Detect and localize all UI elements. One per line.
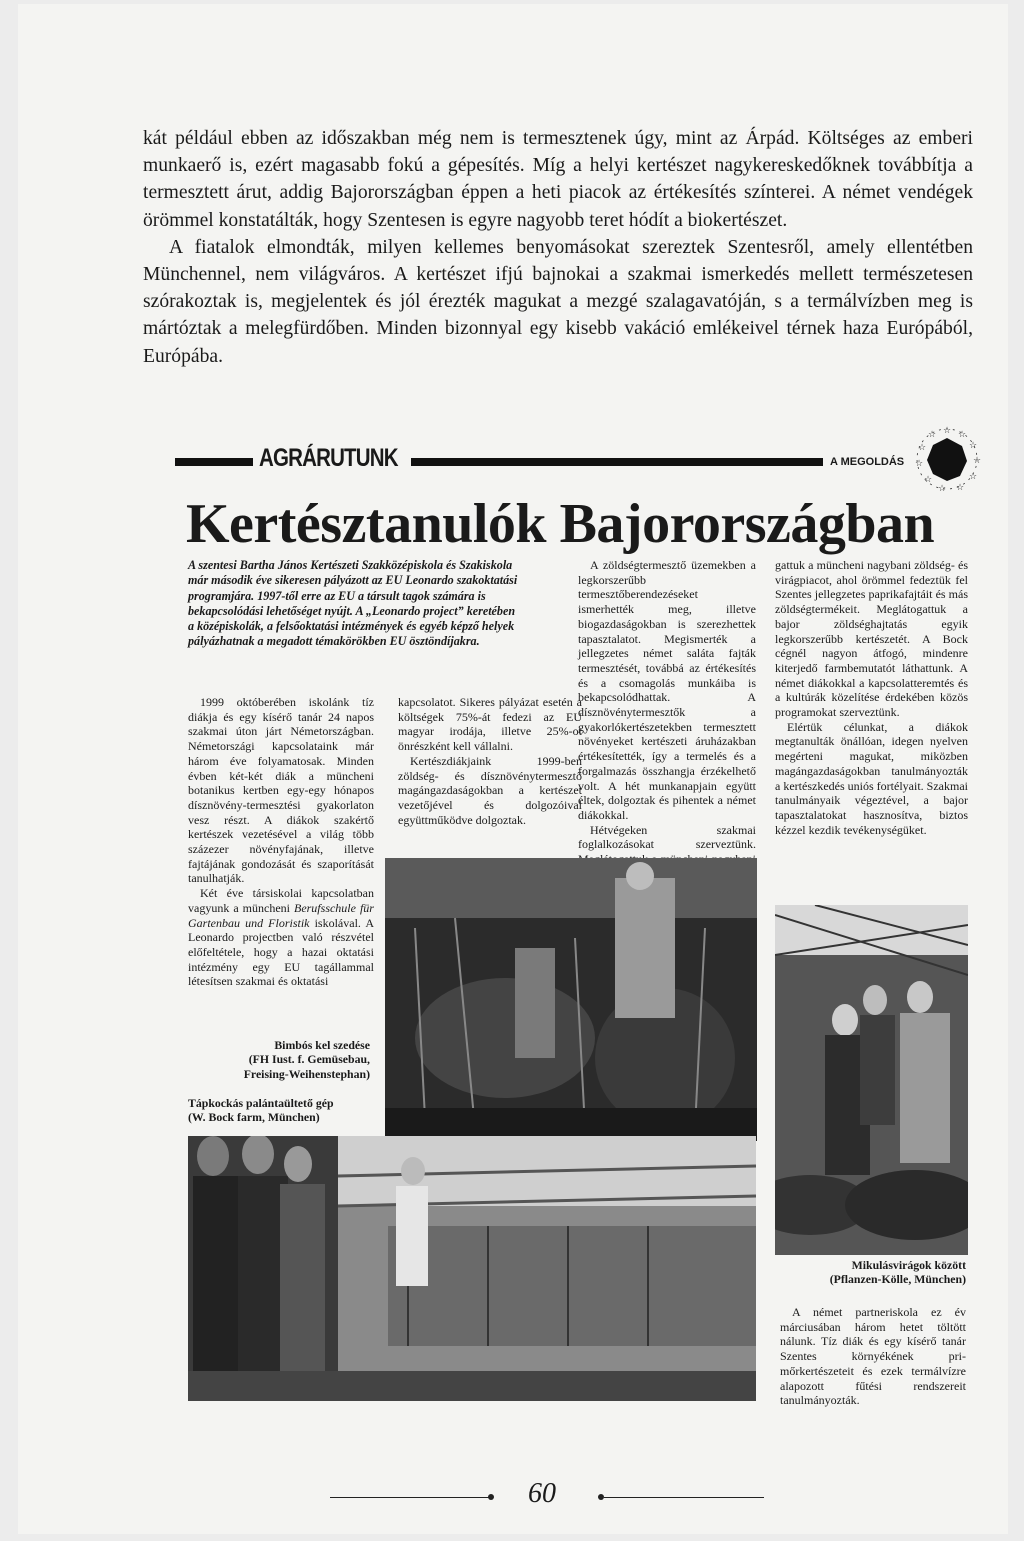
rubric-bar-left xyxy=(175,458,253,466)
svg-text:☆: ☆ xyxy=(958,430,967,440)
footer-rule-right xyxy=(604,1497,764,1498)
svg-text:☆: ☆ xyxy=(943,426,952,436)
svg-text:☆: ☆ xyxy=(915,459,924,469)
caption-poinsettias xyxy=(780,1258,966,1287)
page-number: 60 xyxy=(528,1478,556,1509)
photo-sprouts-harvest xyxy=(385,858,757,1141)
col3-paragraph-1: A zöldségtermesztő üzemekben a legkorszerűbb termesztőberendezéseket ismerhették meg, illetve biogazdaságokban is szerezhettek tapasztalatot. Megismerték a jellegzetes német saláta fajták termesztését, továbbá az értékesítés és a csomagolás munkáiba is bekapcsolódhattak. A dísznövénytermesztők a gyakorlókertészetekben termesztett növényeket kertészeti áruházakban értékesítették, így a termelés és a forgalmazás összhangja érzékelhető volt. A hét munkanapjain együtt éltek, dolgoztak és pihentek a német diákokkal. xyxy=(578,558,756,822)
photo-poinsettias xyxy=(775,905,968,1255)
rubric-name: AGRÁRUTUNK xyxy=(259,444,398,472)
school-name: Berufsschule für Gartenbau und Floristik xyxy=(188,900,374,930)
rubric-sub: A MEGOLDÁS xyxy=(830,456,905,468)
caption-sprouts-line-3: Freising-Weihenstephan) xyxy=(243,1066,370,1081)
col4-paragraph-1: gattuk a müncheni nagybani zöldség- és virágpiacot, ahol örömmel fedeztük fel Szentes jellegzetes paprikafajtáit és más zöldségtermékeit. Meglátogattuk a bajor zöldséghajtatás egyik legkorszerűbb kertészetét. A Bock cégnél nagyon átfogó, mindenre kiterjedő farmbemutatót láthattunk. A német diákokkal a kapcsolatteremtés és a kultúrák közelítése érdekében közös programokat szerveztünk. xyxy=(775,558,968,720)
svg-text:☆: ☆ xyxy=(956,483,965,493)
col5-paragraph-1: A német partneriskola ez év márciusában három hetet töltött nálunk. Tíz diák és egy kísérő tanár Szentes környékének pri-mőrkertészeteit és ezek termálvízre alapozott fűtési rendszereit tanulmányozták. xyxy=(780,1305,966,1408)
svg-text:☆: ☆ xyxy=(969,472,978,482)
lead-text: A szentesi Bartha János Kertészeti Szakközépiskola és Szakiskola már második éve sikeresen pályázott az EU Leonardo szakoktatási programjára. 1997-től erre az EU a társult tagok számára is bekapcsolódási lehetőséget nyújt. A „Leonardo project” keretében a középiskolák, a felsőoktatási intézmények és egyéb képző helyek pályázhatnak a megadott témakörökben EU ösztöndíjakra. xyxy=(188,558,518,649)
col1-paragraph-2 xyxy=(188,886,374,989)
footer-rule-left xyxy=(330,1497,490,1498)
body-column-1 xyxy=(188,695,374,989)
caption-poinsettias-line-2: (Pflanzen-Kölle, München) xyxy=(829,1272,966,1287)
article-headline: Kertésztanulók Bajorországban xyxy=(186,493,935,555)
section-rubric xyxy=(175,444,910,480)
col2-paragraph-2: Kertészdiákjaink 1999-ben zöldség- és dísznövénytermesztő magángazdaságokban a kertészet vezetőjével és dolgozóival együttműködve dolgoztak. xyxy=(398,753,582,827)
col1-p2-start: Két éve társiskolai kapcsolatban vagyunk a müncheni xyxy=(188,886,374,915)
col1-paragraph-1: 1999 októberében iskolánk tíz diákja és egy kísérő tanár 24 napos szakmai úton járt Németországban. Németországi kapcsolataink már három éve folyamatosak. Minden évben két-két diák a müncheni botanikus kertben egy-egy hónapos dísznövény-termesztési gyakorlaton vesz részt. A diákok szakértő kertészek vezetésével a világ több százezer növényfajának, illetve fajtájának gondozását és szaporítását tanulhatják. xyxy=(188,695,374,886)
caption-poinsettias-line-1: Mikulásvirágok között xyxy=(851,1258,966,1272)
col1-p2-end: iskolával. A Leonardo projectben való részvétel előfeltétele, hogy a hazai oktatási intézmény egy EU tagállammal létesítsen szakmai és oktatási xyxy=(188,915,374,989)
intro-paragraph-1: kát például ebben az időszakban még nem is termesztenek úgy, mint az Árpád. Költséges az emberi munkaerő is, ezért magasabb fokú a gépesítés. Míg a helyi kertészet nagykereskedőknek továbbítja a termesztett árut, addig Bajorországban éppen a heti piacok az értékesítés színterei. A német vendégek örömmel konstatálták, hogy Szentesen is egyre nagyobb teret hódít a biokertészet. xyxy=(143,128,973,231)
col2-paragraph-1: kapcsolatot. Sikeres pályázat esetén a költségek 75%-át fedezi az EU magyar irodája, illetve 25%-ot önrészként kell vállalni. xyxy=(398,695,582,754)
svg-text:☆: ☆ xyxy=(969,441,978,451)
caption-sprouts xyxy=(190,1038,370,1081)
body-column-2 xyxy=(398,695,582,827)
caption-sprouts-line-1: Bimbós kel szedése xyxy=(274,1038,370,1052)
svg-text:☆: ☆ xyxy=(973,456,982,466)
caption-machine-line-2: (W. Bock farm, München) xyxy=(188,1110,320,1125)
star-badge-logo xyxy=(912,424,982,494)
caption-machine xyxy=(188,1096,388,1125)
svg-text:☆: ☆ xyxy=(928,430,937,440)
body-column-4 xyxy=(775,558,968,837)
article-lead xyxy=(188,558,518,650)
svg-text:☆: ☆ xyxy=(938,484,947,494)
photo-seedling-machine xyxy=(188,1136,756,1401)
body-column-5 xyxy=(780,1305,966,1408)
col3-paragraph-2: Hétvégeken szakmai foglalkozásokat szerveztünk. xyxy=(578,822,756,852)
caption-sprouts-line-2: (FH Iust. f. Gemüsebau, xyxy=(248,1052,370,1067)
svg-text:☆: ☆ xyxy=(924,475,933,485)
rubric-bar-middle xyxy=(411,458,823,466)
caption-machine-line-1: Tápkockás palántaültető gép xyxy=(188,1096,334,1110)
svg-text:☆: ☆ xyxy=(918,443,927,453)
col4-paragraph-2: Elértük célunkat, a diákok megtanulták önállóan, idegen nyelven megérteni magukat, miközben magángazdaságokban tanulmányozták a kertészkedés uniós fortélyait. Szakmai tanulmányaik végeztével, a bajor tapasztalatokat hasznosítva, biztos kézzel kezdik tevékenységüket. xyxy=(775,719,968,837)
intro-text xyxy=(143,125,973,370)
intro-paragraph-2: A fiatalok elmondták, milyen kellemes benyomásokat szereztek Szentesről, amely ellentétben Münchennel, nem világváros. A kertészet ifjú bajnokai a szakmai ismerkedés mellett természetesen szórakoztak is, megjelentek és jól érezték magukat a mezgé szalagavatóján, s a termálvízben meg is mártóztak a melegfürdőben. Minden bizonnyal egy kisebb vakáció emlékeivel térnek haza Európából, Európába. xyxy=(143,236,973,367)
